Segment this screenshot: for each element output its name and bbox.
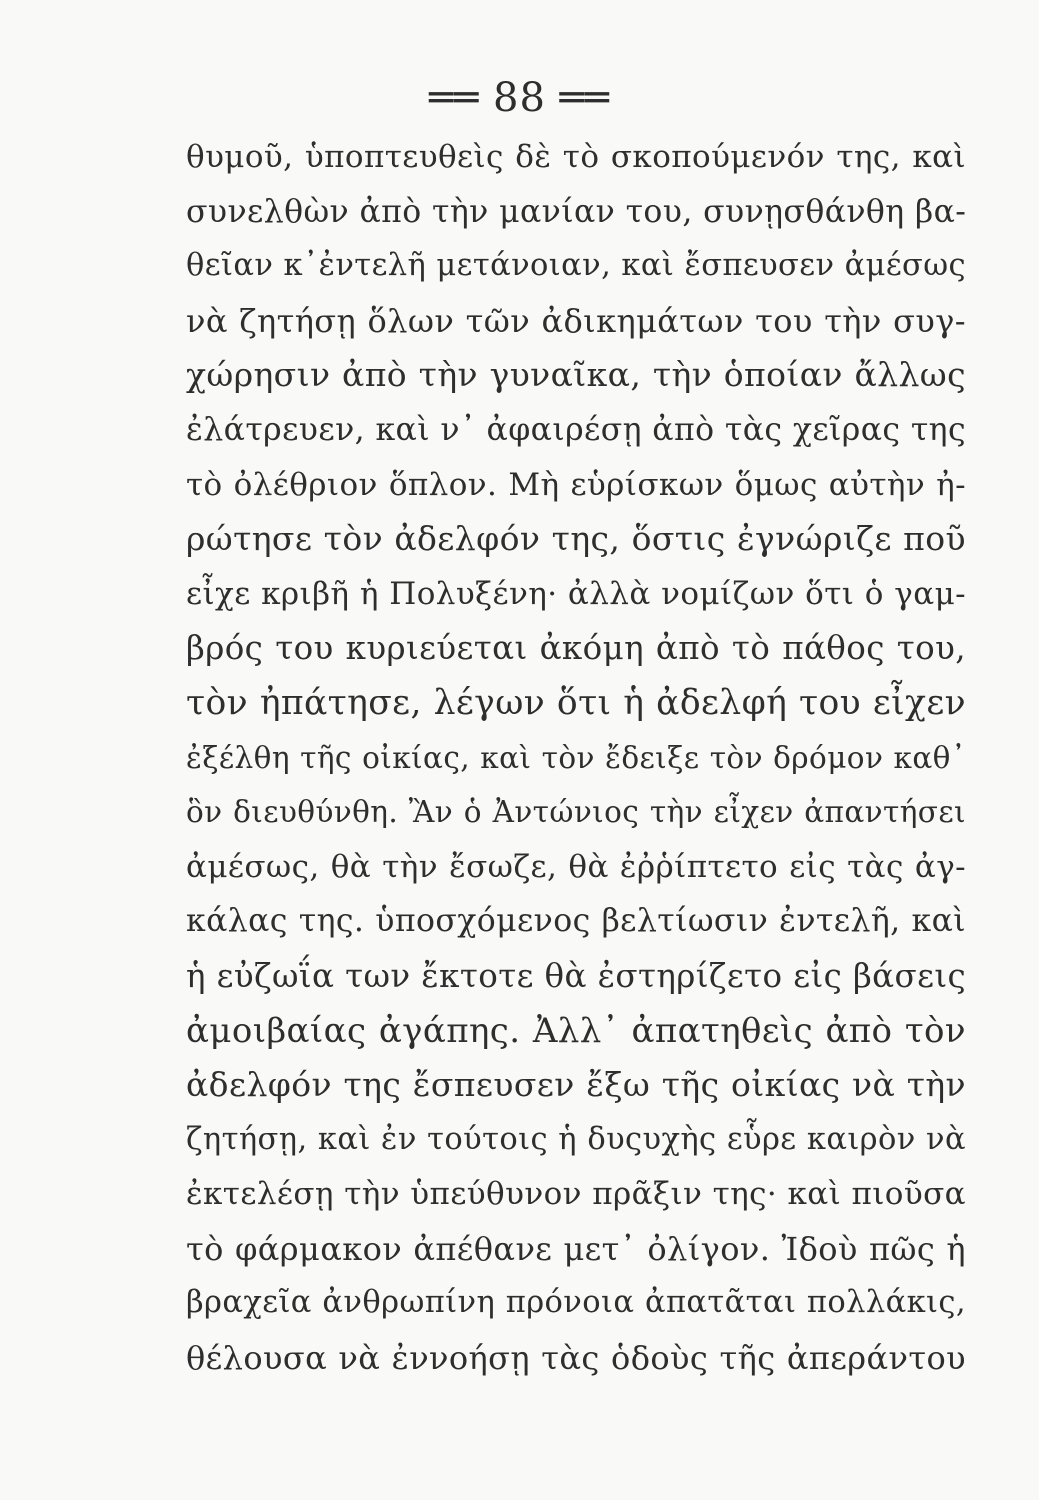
text-line: νὰ ζητήσῃ ὅλων τῶν ἀδικημάτων του τὴν συγ- <box>186 301 966 340</box>
text-line: τὸν ἠπάτησε, λέγων ὅτι ἡ ἀδελφή του εἶχεν <box>186 682 966 723</box>
text-line: τὸ ὀλέθριον ὅπλον. Μὴ εὑρίσκων ὅμως αὐτὴν ἠ- <box>186 466 966 503</box>
text-line: ἀδελφόν της ἔσπευσεν ἔξω τῆς οἰκίας νὰ τὴν <box>186 1065 966 1105</box>
text-line: τὸ φάρμακον ἀπέθανε μετ᾽ ὀλίγον. Ἰδοὺ πῶς ἡ <box>186 1229 966 1268</box>
text-line: κάλας της. ὑποσχόμενος βελτίωσιν ἐντελῆ, καὶ <box>186 903 966 940</box>
text-line: βραχεῖα ἀνθρωπίνη πρόνοια ἀπατᾶται πολλάκις, <box>186 1285 966 1321</box>
text-line: ἀμοιβαίας ἀγάπης. Ἀλλ᾽ ἀπατηθεὶς ἀπὸ τὸν <box>186 1010 966 1051</box>
text-line: ἐξέλθη τῆς οἰκίας, καὶ τὸν ἔδειξε τὸν δρόμον καθ᾽ <box>186 740 966 775</box>
text-line: χώρησιν ἀπὸ τὴν γυναῖκα, τὴν ὁποίαν ἄλλως <box>186 355 966 395</box>
text-line: ζητήσῃ, καὶ ἐν τούτοις ἡ δυςυχὴς εὗρε καιρὸν νὰ <box>186 1121 966 1157</box>
text-line: ἀμέσως, θὰ τὴν ἔσωζε, θὰ ἐῤῥίπτετο εἰς τὰς ἀγ- <box>186 848 966 885</box>
body-text <box>186 130 966 1386</box>
text-line: ἡ εὐζωΐα των ἔκτοτε θὰ ἐστηρίζετο εἰς βάσεις <box>186 956 967 995</box>
page-number: ══ 88 ══ <box>429 75 610 121</box>
text-line: θεῖαν κ᾽ἐντελῆ μετάνοιαν, καὶ ἔσπευσεν ἀμέσως <box>186 248 966 284</box>
text-line: ἐκτελέσῃ τὴν ὑπεύθυνον πρᾶξιν της· καὶ πιοῦσα <box>186 1176 966 1213</box>
text-line: θυμοῦ, ὑποπτευθεὶς δὲ τὸ σκοπούμενόν της, καὶ <box>186 139 966 175</box>
text-line: εἶχε κριβῆ ἡ Πολυξένη· ἀλλὰ νομίζων ὅτι ὁ γαμ- <box>186 575 966 612</box>
text-line: θέλουσα νὰ ἐννοήσῃ τὰς ὁδοὺς τῆς ἀπεράντου <box>186 1339 966 1378</box>
text-line: ἐλάτρευεν, καὶ ν᾽ ἀφαιρέσῃ ἀπὸ τὰς χεῖρας της <box>186 411 966 448</box>
text-line: συνελθὼν ἀπὸ τὴν μανίαν του, συνῃσθάνθη βα- <box>186 193 967 230</box>
text-line: βρός του κυριεύεται ἀκόμη ἀπὸ τὸ πάθος του, <box>186 629 966 668</box>
text-line: ὃν διευθύνθη. Ἂν ὁ Ἀντώνιος τὴν εἶχεν ἀπαντήσει <box>186 795 966 830</box>
text-line: ρώτησε τὸν ἀδελφόν της, ὅστις ἐγνώριζε ποῦ <box>186 519 966 559</box>
